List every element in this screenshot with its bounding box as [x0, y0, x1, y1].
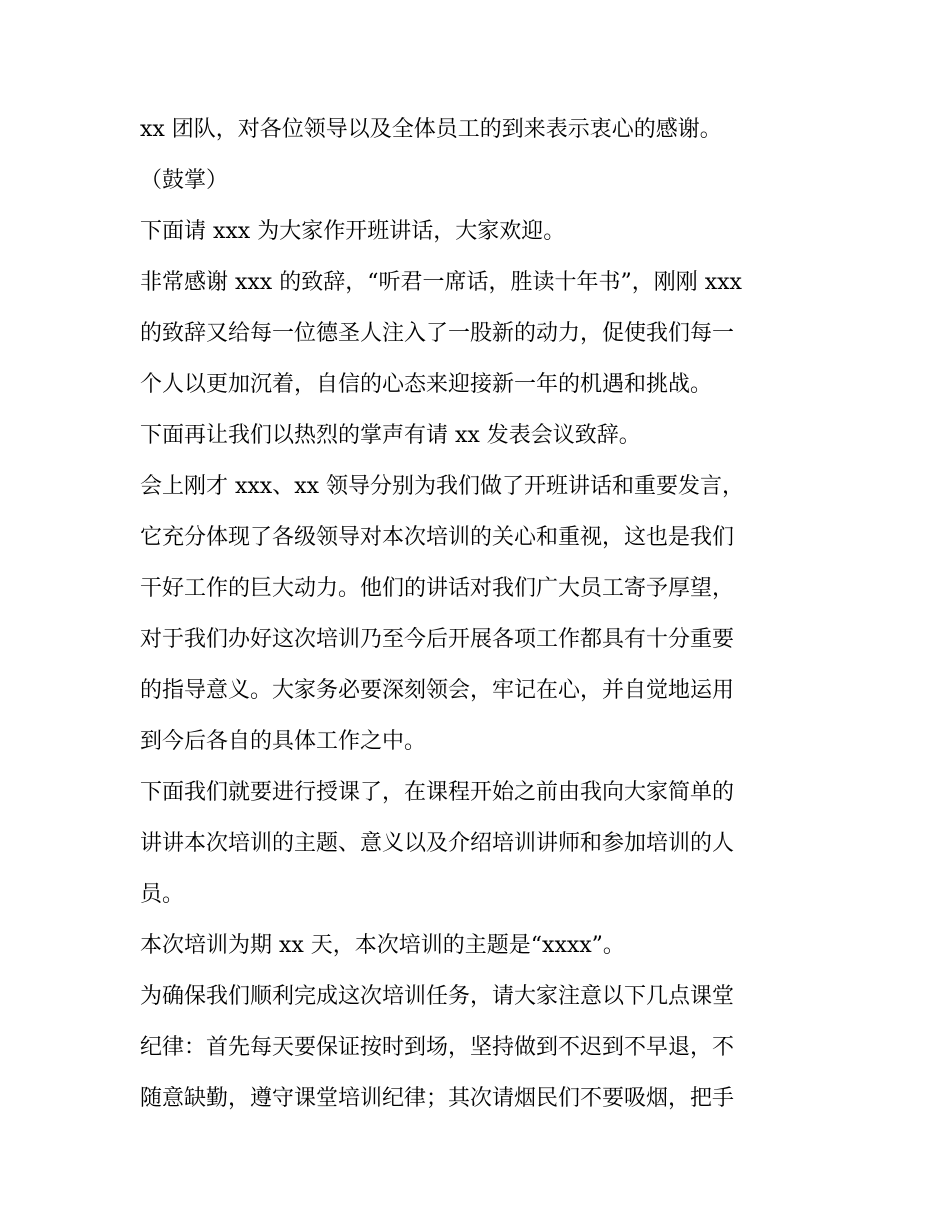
text-line: 会上刚才 xxx、xx 领导分别为我们做了开班讲话和重要发言， [140, 474, 745, 499]
text-line: 下面我们就要进行授课了，在课程开始之前由我向大家简单的 [140, 780, 735, 805]
text-line: 到今后各自的具体工作之中。 [140, 729, 427, 754]
text-line: xx 团队，对各位领导以及全体员工的到来表示衷心的感谢。 [140, 117, 722, 142]
text-line: 它充分体现了各级领导对本次培训的关心和重视，这也是我们 [140, 525, 735, 550]
document-body [140, 104, 812, 1124]
text-line: 讲讲本次培训的主题、意义以及介绍培训讲师和参加培训的人 [140, 831, 735, 856]
text-line: 本次培训为期 xx 天，本次培训的主题是“xxxx”。 [140, 933, 625, 958]
text-line: 下面再让我们以热烈的掌声有请 xx 发表会议致辞。 [140, 423, 641, 448]
text-line: 个人以更加沉着，自信的心态来迎接新一年的机遇和挑战。 [140, 372, 713, 397]
text-line: 非常感谢 xxx 的致辞，“听君一席话，胜读十年书”，刚刚 xxx [140, 270, 742, 295]
text-line: （鼓掌） [140, 168, 229, 193]
text-line: 对于我们办好这次培训乃至今后开展各项工作都具有十分重要 [140, 627, 735, 652]
text-line: 下面请 xxx 为大家作开班讲话，大家欢迎。 [140, 219, 566, 244]
text-line: 随意缺勤，遵守课堂培训纪律；其次请烟民们不要吸烟，把手 [140, 1086, 735, 1111]
text-line: 的致辞又给每一位德圣人注入了一股新的动力，促使我们每一 [140, 321, 735, 346]
text-line: 的指导意义。大家务必要深刻领会，牢记在心，并自觉地运用 [140, 678, 735, 703]
text-line: 干好工作的巨大动力。他们的讲话对我们广大员工寄予厚望， [140, 576, 735, 601]
text-line: 为确保我们顺利完成这次培训任务，请大家注意以下几点课堂 [140, 984, 735, 1009]
text-line: 员。 [140, 882, 185, 907]
text-line: 纪律：首先每天要保证按时到场，坚持做到不迟到不早退，不 [140, 1035, 735, 1060]
